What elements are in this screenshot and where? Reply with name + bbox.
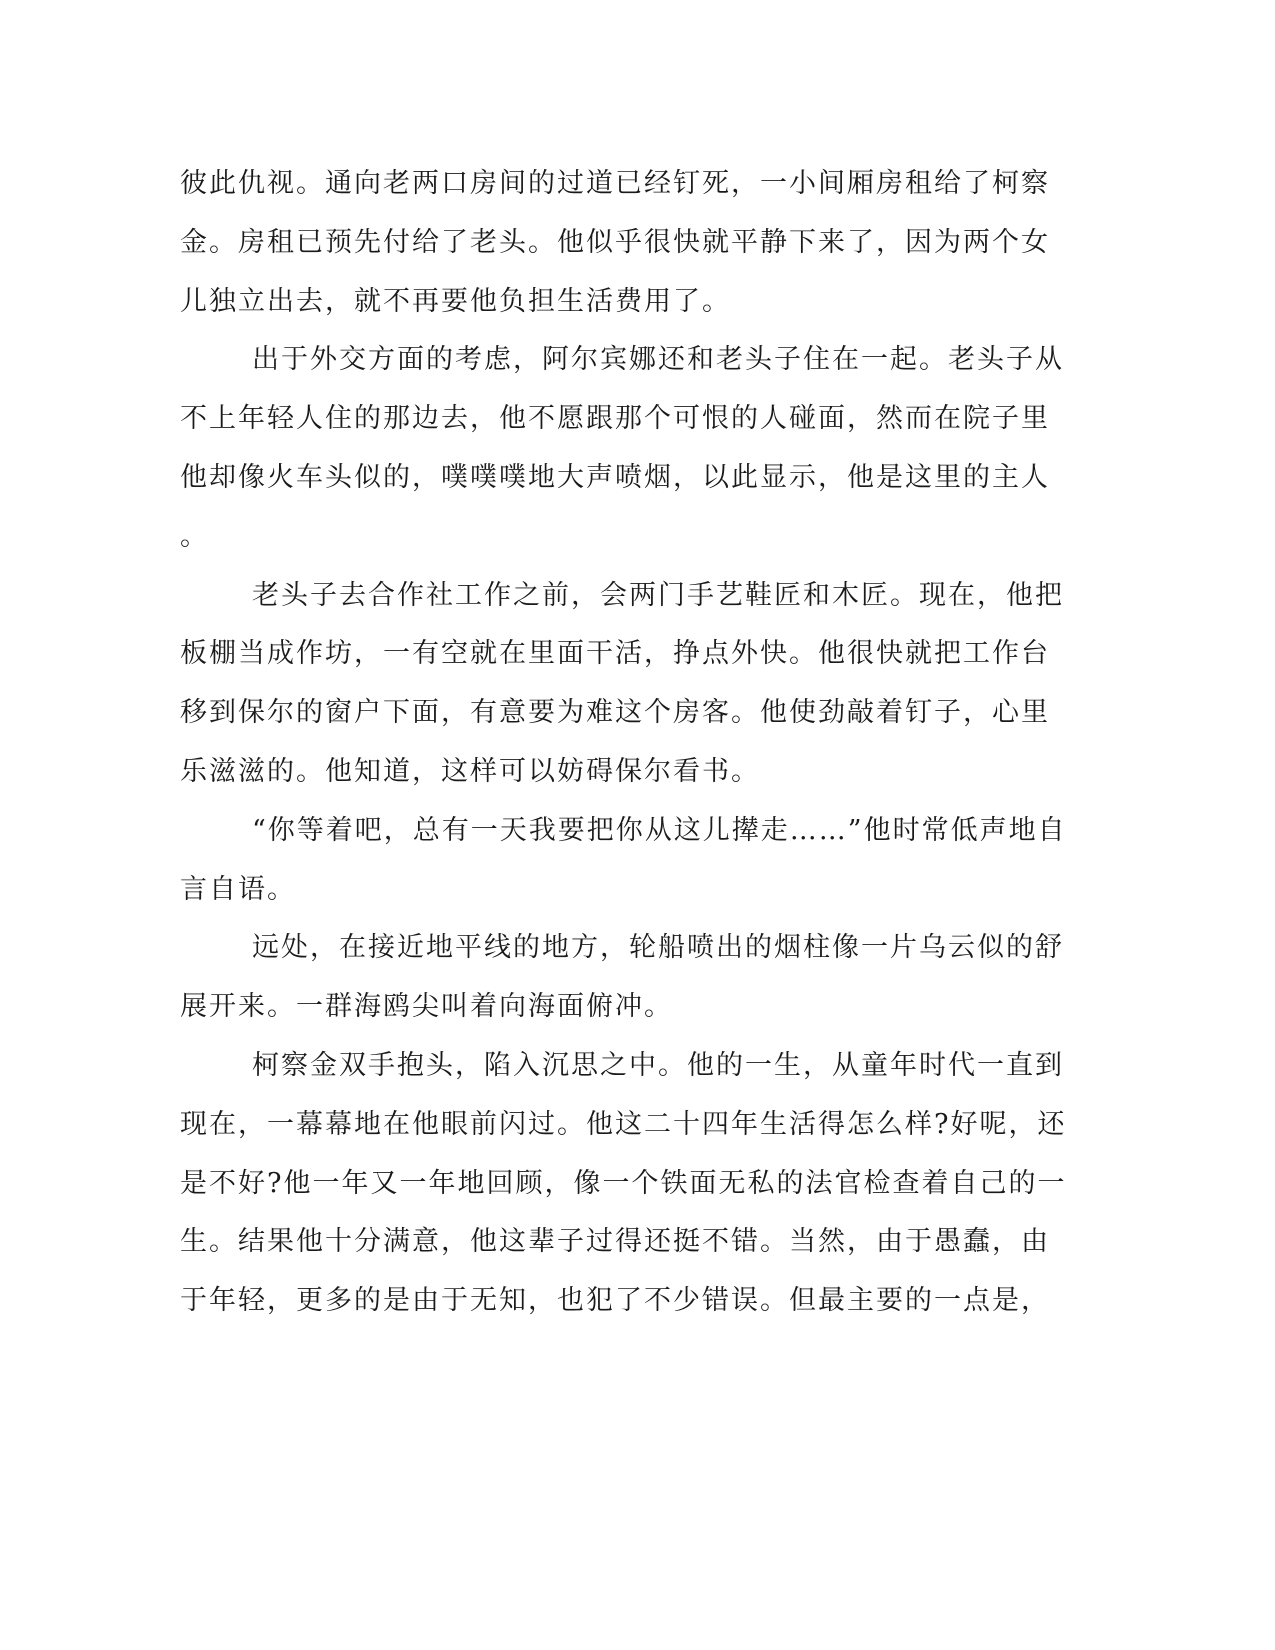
text-line: 出于外交方面的考虑，阿尔宾娜还和老头子住在一起。老头子从	[252, 344, 1064, 376]
text-line: 乐滋滋的。他知道，这样可以妨碍保尔看书。	[180, 755, 760, 787]
text-line: 于年轻，更多的是由于无知，也犯了不少错误。但最主要的一点是，	[180, 1285, 1050, 1317]
text-line: 。	[180, 520, 209, 552]
text-line: 是不好?他一年又一年地回顾，像一个铁面无私的法官检查着自己的一	[180, 1167, 1067, 1199]
text-line: 柯察金双手抱头，陷入沉思之中。他的一生，从童年时代一直到	[252, 1049, 1064, 1081]
text-line: 儿独立出去，就不再要他负担生活费用了。	[180, 285, 731, 317]
text-line: 生。结果他十分满意，他这辈子过得还挺不错。当然，由于愚蠢，由	[180, 1226, 1050, 1258]
text-line: 现在，一幕幕地在他眼前闪过。他这二十四年生活得怎么样?好呢，还	[180, 1108, 1067, 1140]
text-line: 板棚当成作坊，一有空就在里面干活，挣点外快。他很快就把工作台	[180, 638, 1050, 670]
text-line: 金。房租已预先付给了老头。他似乎很快就平静下来了，因为两个女	[180, 226, 1050, 258]
text-line: 言自语。	[180, 873, 296, 905]
text-line: “你等着吧，总有一天我要把你从这儿撵走……”他时常低声地自	[252, 814, 1067, 846]
text-body	[180, 155, 1067, 1331]
text-line: 老头子去合作社工作之前，会两门手艺鞋匠和木匠。现在，他把	[252, 579, 1064, 611]
text-line: 展开来。一群海鸥尖叫着向海面俯冲。	[180, 991, 673, 1023]
text-line: 移到保尔的窗户下面，有意要为难这个房客。他使劲敲着钉子，心里	[180, 697, 1050, 729]
text-line: 远处，在接近地平线的地方，轮船喷出的烟柱像一片乌云似的舒	[252, 932, 1064, 964]
text-line: 不上年轻人住的那边去，他不愿跟那个可恨的人碰面，然而在院子里	[180, 403, 1050, 435]
text-line: 彼此仇视。通向老两口房间的过道已经钉死，一小间厢房租给了柯察	[180, 168, 1050, 199]
text-line: 他却像火车头似的，噗噗噗地大声喷烟，以此显示，他是这里的主人	[180, 461, 1050, 493]
